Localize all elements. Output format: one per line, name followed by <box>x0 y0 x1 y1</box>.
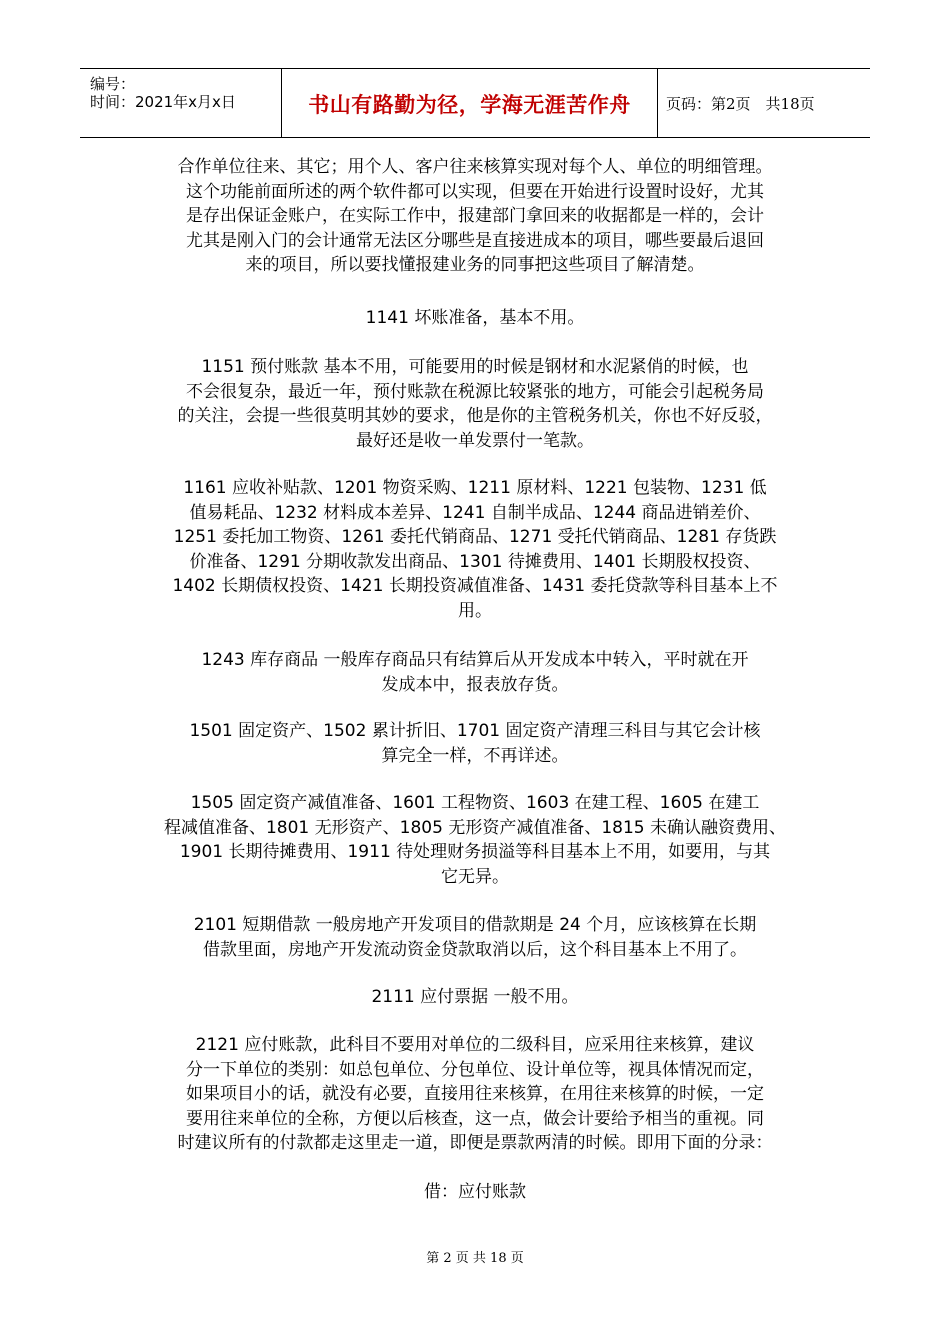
text-line: 2111 应付票据 一般不用。 <box>371 987 579 1007</box>
paragraph <box>130 719 820 768</box>
paragraph <box>130 1180 820 1205</box>
text-line: 不会很复杂，最近一年，预付账款在税源比较紧张的地方，可能会引起税务局 <box>186 381 764 402</box>
page-footer: 第 2 页 共 18 页 <box>426 1251 524 1266</box>
paragraph <box>130 648 820 697</box>
text-line: 值易耗品、1232 材料成本差异、1241 自制半成品、1244 商品进销差价、 <box>189 502 761 523</box>
paragraph <box>130 791 820 889</box>
motto: 书山有路勤为径，学海无涯苦作舟 <box>308 92 631 117</box>
page-info: 页码：第2页 共18页 <box>666 95 815 113</box>
text-line: 价准备、1291 分期收款发出商品、1301 待摊费用、1401 长期股权投资、 <box>189 551 761 572</box>
text-line: 1141 坏账准备，基本不用。 <box>365 308 585 328</box>
text-line: 最好还是收一单发票付一笔款。 <box>356 430 594 451</box>
text-line: 2121 应付账款，此科目不要用对单位的二级科目，应采用往来核算，建议 <box>195 1035 755 1055</box>
text-line: 1161 应收补贴款、1201 物资采购、1211 原材料、1221 包装物、1231 低 <box>183 478 767 498</box>
text-line: 算完全一样，不再详述。 <box>381 745 569 766</box>
text-line: 分一下单位的类别：如总包单位、分包单位、设计单位等，视具体情况而定， <box>186 1059 764 1080</box>
text-line: 1901 长期待摊费用、1911 待处理财务损溢等科目基本上不用，如要用，与其 <box>179 842 771 862</box>
paragraph <box>130 355 820 453</box>
text-line: 1501 固定资产、1502 累计折旧、1701 固定资产清理三科目与其它会计核 <box>189 721 761 741</box>
text-line: 2101 短期借款 一般房地产开发项目的借款期是 24 个月，应该核算在长期 <box>193 915 757 935</box>
document-date: 时间：2021年x月x日 <box>90 93 236 111</box>
text-line: 时建议所有的付款都走这里走一道，即便是票款两清的时候。即用下面的分录： <box>177 1133 773 1153</box>
text-line: 1251 委托加工物资、1261 委托代销商品、1271 受托代销商品、1281 存货跌 <box>173 527 777 547</box>
text-line: 尤其是刚入门的会计通常无法区分哪些是直接进成本的项目，哪些要最后退回 <box>186 230 764 251</box>
text-line: 1243 库存商品 一般库存商品只有结算后从开发成本中转入，平时就在开 <box>201 650 749 670</box>
text-line: 1402 长期债权投资、1421 长期投资减值准备、1431 委托贷款等科目基本上不 <box>172 576 778 596</box>
paragraph <box>130 913 820 962</box>
text-line: 是存出保证金账户，在实际工作中，报建部门拿回来的收据都是一样的，会计 <box>186 206 764 226</box>
text-line: 来的项目，所以要找懂报建业务的同事把这些项目了解清楚。 <box>245 255 705 275</box>
text-line: 1505 固定资产减值准备、1601 工程物资、1603 在建工程、1605 在建工 <box>190 793 760 813</box>
header-info-cell <box>80 69 282 137</box>
paragraph <box>130 476 820 623</box>
text-line: 这个功能前面所述的两个软件都可以实现，但要在开始进行设置时设好，尤其 <box>186 181 764 202</box>
paragraph <box>130 155 820 278</box>
header-page-cell <box>658 69 870 137</box>
paragraph <box>130 1033 820 1156</box>
text-line: 程减值准备、1801 无形资产、1805 无形资产减值准备、1815 未确认融资费用、 <box>163 817 786 838</box>
text-line: 借款里面，房地产开发流动资金贷款取消以后，这个科目基本上不用了。 <box>203 939 747 960</box>
text-line: 合作单位往来、其它；用个人、客户往来核算实现对每个人、单位的明细管理。 <box>177 157 773 177</box>
text-line: 要用往来单位的全称，方便以后核查，这一点，做会计要给予相当的重视。同 <box>186 1108 764 1129</box>
paragraph <box>130 985 820 1010</box>
text-line: 借：应付账款 <box>424 1182 526 1202</box>
text-line: 的关注，会提一些很莫明其妙的要求，他是你的主管税务机关，你也不好反驳， <box>177 406 773 426</box>
paragraph <box>130 306 820 331</box>
text-line: 如果项目小的话，就没有必要，直接用往来核算，在用往来核算的时候，一定 <box>186 1084 764 1104</box>
header-motto-cell <box>282 69 658 137</box>
text-line: 发成本中，报表放存货。 <box>381 674 569 695</box>
header-table <box>80 68 870 138</box>
text-line: 它无异。 <box>441 866 509 887</box>
text-line: 1151 预付账款 基本不用，可能要用的时候是钢材和水泥紧俏的时候，也 <box>201 357 749 377</box>
text-line: 用。 <box>458 600 492 621</box>
document-number: 编号： <box>90 75 136 93</box>
